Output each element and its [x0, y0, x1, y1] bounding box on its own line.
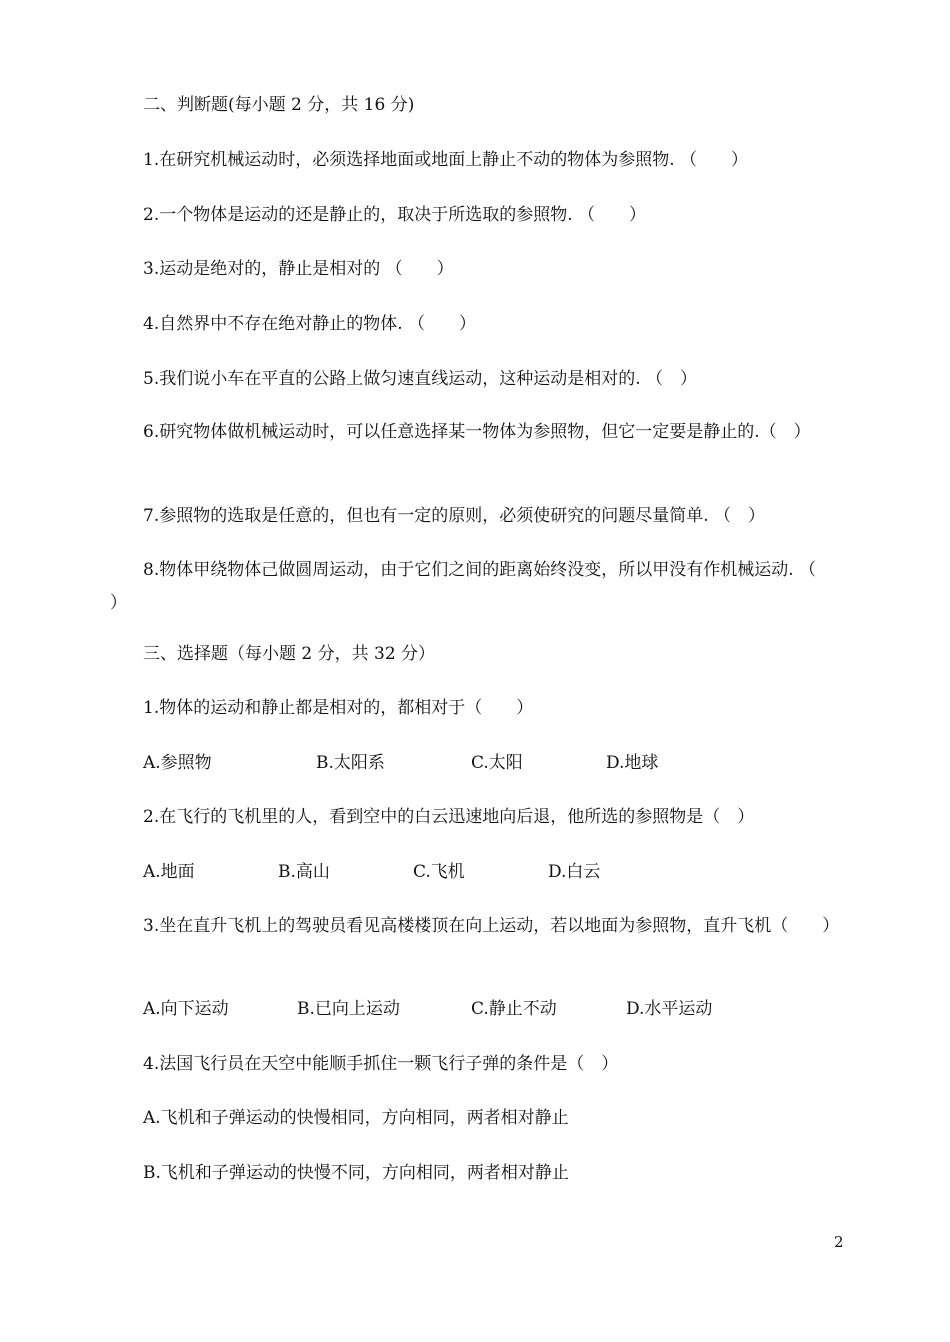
- mc-question-2-stem: 2.在飞行的飞机里的人，看到空中的白云迅速地向后退，他所选的参照物是（ ）: [143, 807, 755, 827]
- mc-q3-option-a: A.向下运动: [143, 999, 229, 1019]
- mc-q3-option-c: C.静止不动: [471, 999, 557, 1019]
- tf-question-7: 7.参照物的选取是任意的，但也有一定的原则，必须使研究的问题尽量简单. （ ）: [143, 506, 766, 526]
- tf-question-2: 2.一个物体是运动的还是静止的，取决于所选取的参照物. （ ）: [143, 205, 647, 225]
- tf-question-8: 8.物体甲绕物体己做圆周运动，由于它们之间的距离始终没变，所以甲没有作机械运动. （ ）: [110, 560, 851, 613]
- tf-question-4: 4.自然界中不存在绝对静止的物体. （ ）: [143, 314, 477, 334]
- mc-q1-option-b: B.太阳系: [316, 753, 385, 773]
- mc-q3-option-d: D.水平运动: [626, 999, 713, 1019]
- mc-q4-option-b: B.飞机和子弹运动的快慢不同，方向相同，两者相对静止: [143, 1163, 569, 1183]
- mc-q1-option-a: A.参照物: [143, 753, 212, 773]
- mc-q2-option-a: A.地面: [143, 862, 195, 882]
- tf-question-5: 5.我们说小车在平直的公路上做匀速直线运动，这种运动是相对的. （ ）: [143, 369, 698, 389]
- mc-q1-option-d: D.地球: [606, 753, 659, 773]
- section-heading-multiple-choice: 三、选择题（每小题 2 分，共 32 分）: [143, 644, 436, 664]
- tf-question-1: 1.在研究机械运动时，必须选择地面或地面上静止不动的物体为参照物. （ ）: [143, 150, 749, 170]
- mc-q2-option-d: D.白云: [548, 862, 601, 882]
- mc-q3-option-b: B.已向上运动: [297, 999, 400, 1019]
- mc-question-4-stem: 4.法国飞行员在天空中能顺手抓住一颗飞行子弹的条件是（ ）: [143, 1054, 619, 1074]
- tf-question-3: 3.运动是绝对的，静止是相对的 （ ）: [143, 259, 454, 279]
- mc-q4-option-a: A.飞机和子弹运动的快慢相同，方向相同，两者相对静止: [143, 1108, 569, 1128]
- mc-question-3-stem: 3.坐在直升飞机上的驾驶员看见高楼楼顶在向上运动，若以地面为参照物，直升飞机（ ）: [143, 916, 840, 936]
- mc-q2-option-b: B.高山: [278, 862, 330, 882]
- mc-q2-option-c: C.飞机: [413, 862, 465, 882]
- mc-q1-option-c: C.太阳: [471, 753, 523, 773]
- mc-question-1-stem: 1.物体的运动和静止都是相对的，都相对于（ ）: [143, 698, 534, 718]
- section-heading-true-false: 二、判断题(每小题 2 分，共 16 分): [143, 95, 415, 115]
- page-number: 2: [834, 1233, 844, 1251]
- tf-question-6: 6.研究物体做机械运动时，可以任意选择某一物体为参照物，但它一定要是静止的.（ ）: [143, 422, 811, 442]
